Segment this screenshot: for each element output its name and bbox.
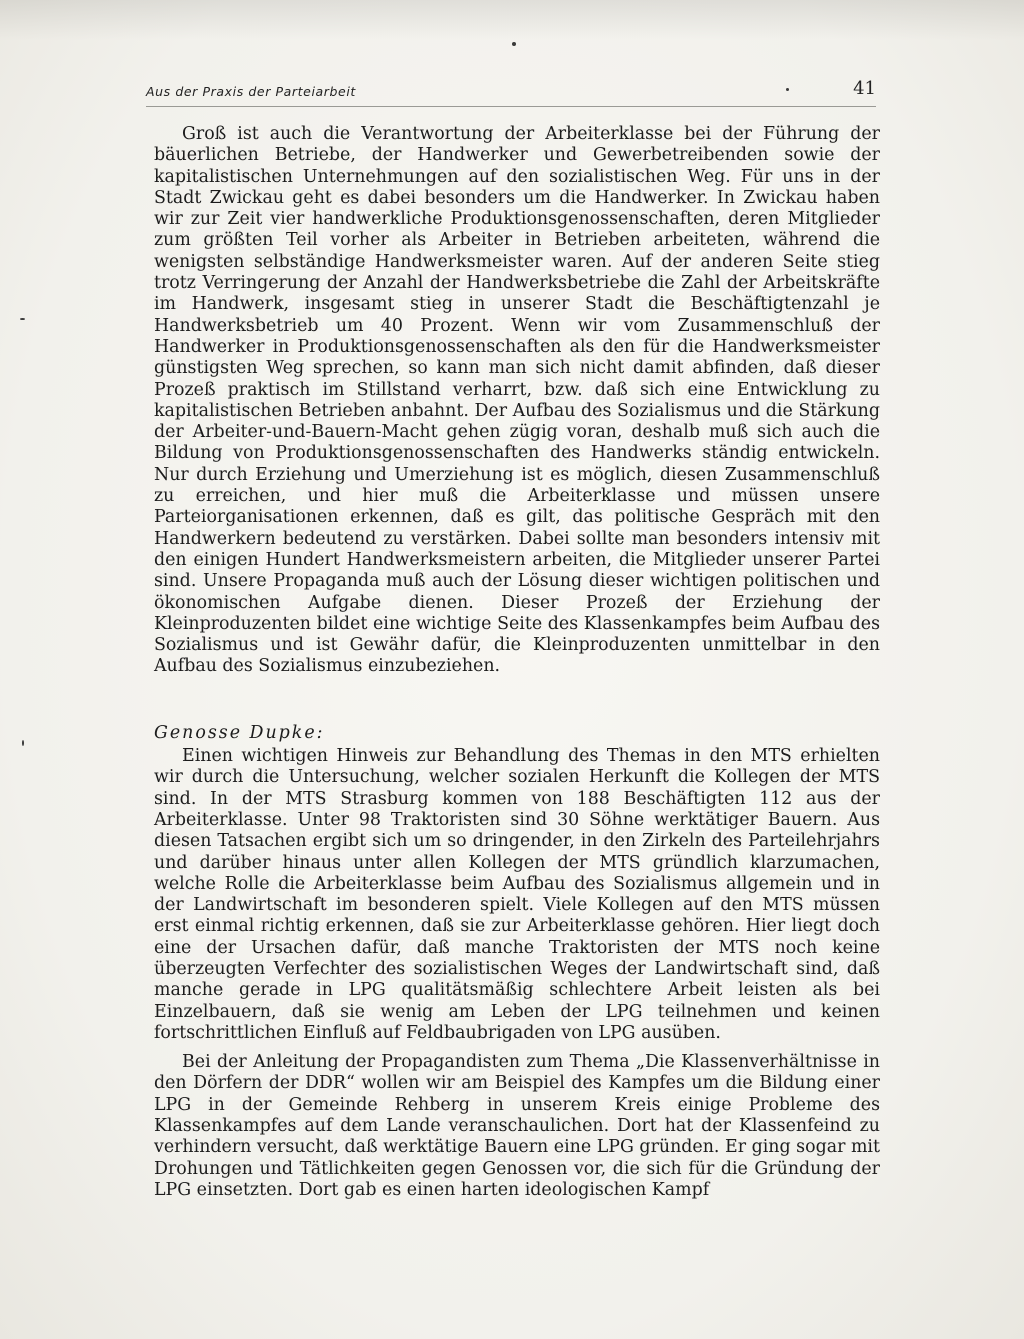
page-number: 41 bbox=[853, 78, 876, 99]
paragraph: Bei der Anleitung der Propagandisten zum Thema „Die Klassenverhältnisse in den Dörfern der DDR“ wollen wir am Beispiel des Kampfes um die Bildung einer LPG in der Gemeinde Rehberg in unserem Kreis einige Probleme des Klassenkampfes auf dem Lande veranschaulichen. Dort hat der Klassenfeind zu verhindern versucht, daß werktätige Bauern eine LPG gründen. Er ging sogar mit Drohungen und Tätlichkeiten gegen Genossen vor, die sich für die Gründung der LPG einsetzten. Dort gab es einen harten ideologischen Kampf bbox=[154, 1052, 880, 1200]
scan-speck bbox=[786, 88, 789, 91]
running-title: Aus der Praxis der Parteiarbeit bbox=[146, 84, 356, 99]
scan-speck bbox=[22, 740, 24, 746]
scan-speck bbox=[20, 318, 25, 320]
page-header bbox=[146, 78, 876, 106]
speaker-heading: Genosse Dupke: bbox=[154, 722, 325, 743]
paragraph: Einen wichtigen Hinweis zur Behandlung des Themas in den MTS erhielten wir durch die Untersuchung, welcher sozialen Herkunft die Kollegen der MTS sind. In der MTS Strasburg kommen von 188 Beschäftigten 112 aus der Arbeiterklasse. Unter 98 Traktoristen sind 30 Söhne werktätiger Bauern. Aus diesen Tatsachen ergibt sich um so dringender, in den Zirkeln des Parteilehrjahrs und darüber hinaus unter allen Kollegen der MTS gründlich klarzumachen, welche Rolle die Arbeiterklasse beim Aufbau des Sozialismus allgemein und in der Landwirtschaft im besonderen spielt. Viele Kollegen auf den MTS müssen erst einmal richtig erkennen, daß sie zur Arbeiterklasse gehören. Hier liegt doch eine der Ursachen dafür, daß manche Traktoristen der MTS noch keine überzeugten Verfechter des sozialistischen Weges der Landwirtschaft sind, daß manche gerade in LPG qualitätsmäßig schlechtere Arbeit leisten als bei Einzelbauern, daß sie wenig am Leben der LPG teilnehmen und keinen fortschrittlichen Einfluß auf Feldbaubrigaden von LPG ausüben. bbox=[154, 746, 880, 1043]
paragraph: Groß ist auch die Verantwortung der Arbeiterklasse bei der Führung der bäuerlichen Betriebe, der Handwerker und Gewerbetreibenden sowie der kapitalistischen Unternehmungen auf den sozialistischen Weg. Für uns in der Stadt Zwickau geht es dabei besonders um die Handwerker. In Zwickau haben wir zur Zeit vier handwerkliche Produktionsgenossenschaften, deren Mitglieder zum größten Teil vorher als Arbeiter in Betrieben arbeiteten, während die wenigsten selbständige Handwerksmeister waren. Auf der anderen Seite stieg trotz Verringerung der Anzahl der Handwerksbetriebe die Zahl der Arbeitskräfte im Handwerk, insgesamt stieg in unserer Stadt die Beschäftigtenzahl je Handwerksbetrieb um 40 Prozent. Wenn wir vom Zusammenschluß der Handwerker in Produktionsgenossenschaften als den für die Handwerksmeister günstigsten Weg sprechen, so kann man sich nicht damit abfinden, daß dieser Prozeß praktisch im Stillstand verharrt, bzw. daß sich eine Entwicklung zu kapitalistischen Betrieben anbahnt. Der Aufbau des Sozialismus und die Stärkung der Arbeiter-und-Bauern-Macht gehen zügig voran, deshalb muß sich auch die Bildung von Produktionsgenossenschaften des Handwerks ständig entwickeln. Nur durch Erziehung und Umerziehung ist es möglich, diesen Zusammenschluß zu erreichen, und hier muß die Arbeiterklasse und müssen unsere Parteiorganisationen erkennen, daß es gilt, das politische Gespräch mit den Handwerkern bedeutend zu verstärken. Dabei sollte man besonders intensiv mit den einigen Hundert Handwerksmeistern arbeiten, die Mitglieder unserer Partei sind. Unsere Propaganda muß auch der Lösung dieser wichtigen politischen und ökonomischen Aufgabe dienen. Dieser Prozeß der Erziehung der Kleinproduzenten bildet eine wichtige Seite des Klassenkampfes beim Aufbau des Sozialismus und ist Gewähr dafür, die Kleinproduzenten unmittelbar in den Aufbau des Sozialismus einzubeziehen. bbox=[154, 124, 880, 677]
header-rule bbox=[146, 106, 876, 107]
scan-speck bbox=[512, 42, 516, 46]
body-text bbox=[154, 124, 880, 1201]
scan-edge-shadow bbox=[0, 0, 1024, 40]
